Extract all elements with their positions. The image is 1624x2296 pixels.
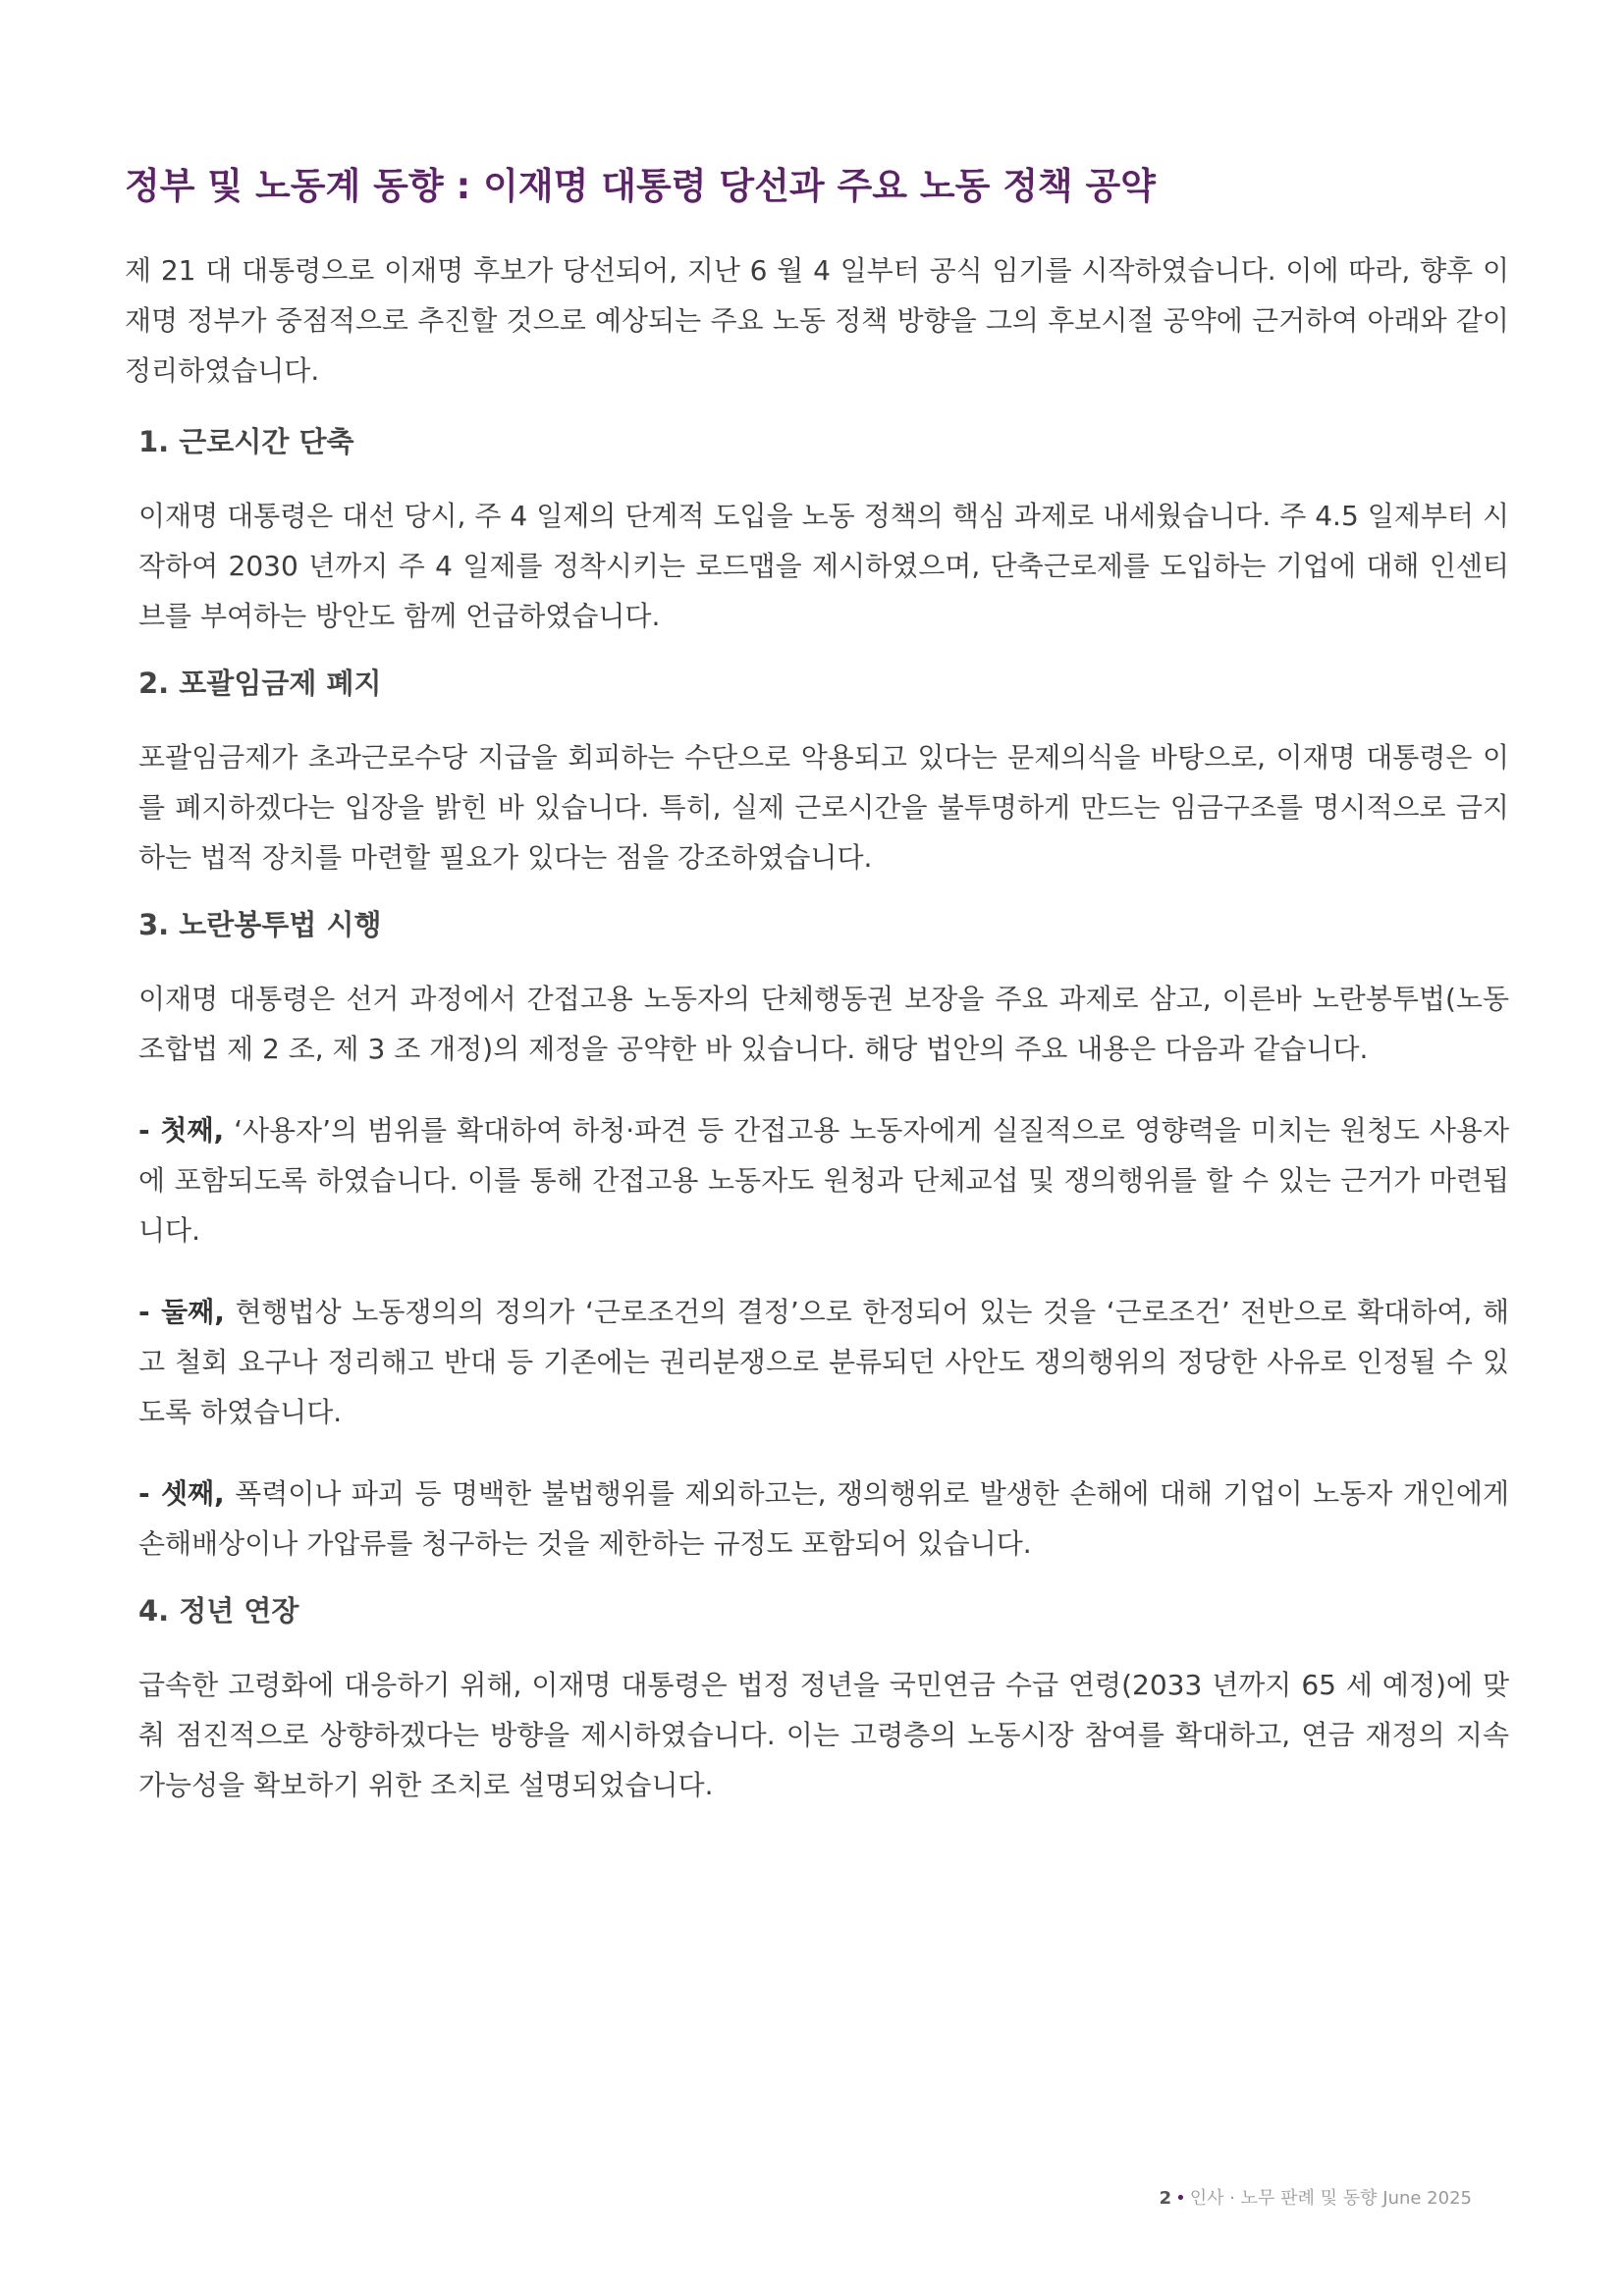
section-heading-comprehensive-wage: 2. 포괄임금제 폐지 [138,667,382,700]
list-item-third [138,1468,1509,1569]
list-item-text: 폭력이나 파괴 등 명백한 불법행위를 제외하고는, 쟁의행위로 발생한 손해에 대해 기업이 노동자 개인에게 손해배상이나 가압류를 청구하는 것을 제한하는 규정도 포함되어 있습니다. [138,1477,1509,1560]
section-body-retirement-age: 급속한 고령화에 대응하기 위해, 이재명 대통령은 법정 정년을 국민연금 수급 연령(2033 년까지 65 세 예정)에 맞춰 점진적으로 상향하겠다는 방향을 제시하였습니다. 이는 고령층의 노동시장 참여를 확대하고, 연금 재정의 지속 가능성을 확보하기 위한 조치로 설명되었습니다. [138,1669,1509,1801]
list-item-text: ‘사용자’의 범위를 확대하여 하청·파견 등 간접고용 노동자에게 실질적으로 영향력을 미치는 원청도 사용자에 포함되도록 하였습니다. 이를 통해 간접고용 노동자도 원청과 단체교섭 및 쟁의행위를 할 수 있는 근거가 마련됩니다. [138,1114,1510,1247]
section-heading-retirement-age: 4. 정년 연장 [138,1594,299,1628]
list-item-second [138,1287,1509,1437]
footer-text: 인사 · 노무 판례 및 동향 June 2025 [1189,2188,1472,2209]
list-item-lead: - 첫째, [138,1114,225,1147]
section-heading-working-hours: 1. 근로시간 단축 [138,425,354,458]
list-item-text: 현행법상 노동쟁의의 정의가 ‘근로조건의 결정’으로 한정되어 있는 것을 ‘근로조건’ 전반으로 확대하여, 해고 철회 요구나 정리해고 반대 등 기존에는 권리분쟁으로 분류되던 사안도 쟁의행위의 정당한 사유로 인정될 수 있도록 하였습니다. [138,1296,1509,1428]
policy-sections [138,422,1509,1810]
intro-paragraph: 제 21 대 대통령으로 이재명 후보가 당선되어, 지난 6 월 4 일부터 공식 임기를 시작하였습니다. 이에 따라, 향후 이재명 정부가 중점적으로 추진할 것으로 예상되는 주요 노동 정책 방향을 그의 후보시절 공약에 근거하여 아래와 같이 정리하였습니다. [125,254,1509,387]
list-item-first [138,1105,1509,1255]
section-body-yellow-envelope-act: 이재명 대통령은 선거 과정에서 간접고용 노동자의 단체행동권 보장을 주요 과제로 삼고, 이른바 노란봉투법(노동조합법 제 2 조, 제 3 조 개정)의 제정을 공약한 바 있습니다. 해당 법안의 주요 내용은 다음과 같습니다. [138,983,1509,1065]
page-number: 2 [1159,2188,1172,2209]
list-item-lead: - 셋째, [138,1477,225,1510]
section-body-comprehensive-wage: 포괄임금제가 초과근로수당 지급을 회피하는 수단으로 악용되고 있다는 문제의식을 바탕으로, 이재명 대통령은 이를 폐지하겠다는 입장을 밝힌 바 있습니다. 특히, 실제 근로시간을 불투명하게 만드는 임금구조를 명시적으로 금지하는 법적 장치를 마련할 필요가 있다는 점을 강조하였습니다. [138,741,1509,874]
section-heading-yellow-envelope-act: 3. 노란봉투법 시행 [138,908,382,941]
page-footer [1160,2187,1472,2211]
list-item-lead: - 둘째, [138,1296,225,1328]
footer-bullet: • [1175,2188,1186,2209]
section-body-working-hours: 이재명 대통령은 대선 당시, 주 4 일제의 단계적 도입을 노동 정책의 핵심 과제로 내세웠습니다. 주 4.5 일제부터 시작하여 2030 년까지 주 4 일제를 정착시키는 로드맵을 제시하였으며, 단축근로제를 도입하는 기업에 대해 인센티브를 부여하는 방안도 함께 언급하였습니다. [138,500,1509,632]
page-title: 정부 및 노동계 동향 : 이재명 대통령 당선과 주요 노동 정책 공약 [125,165,1157,207]
